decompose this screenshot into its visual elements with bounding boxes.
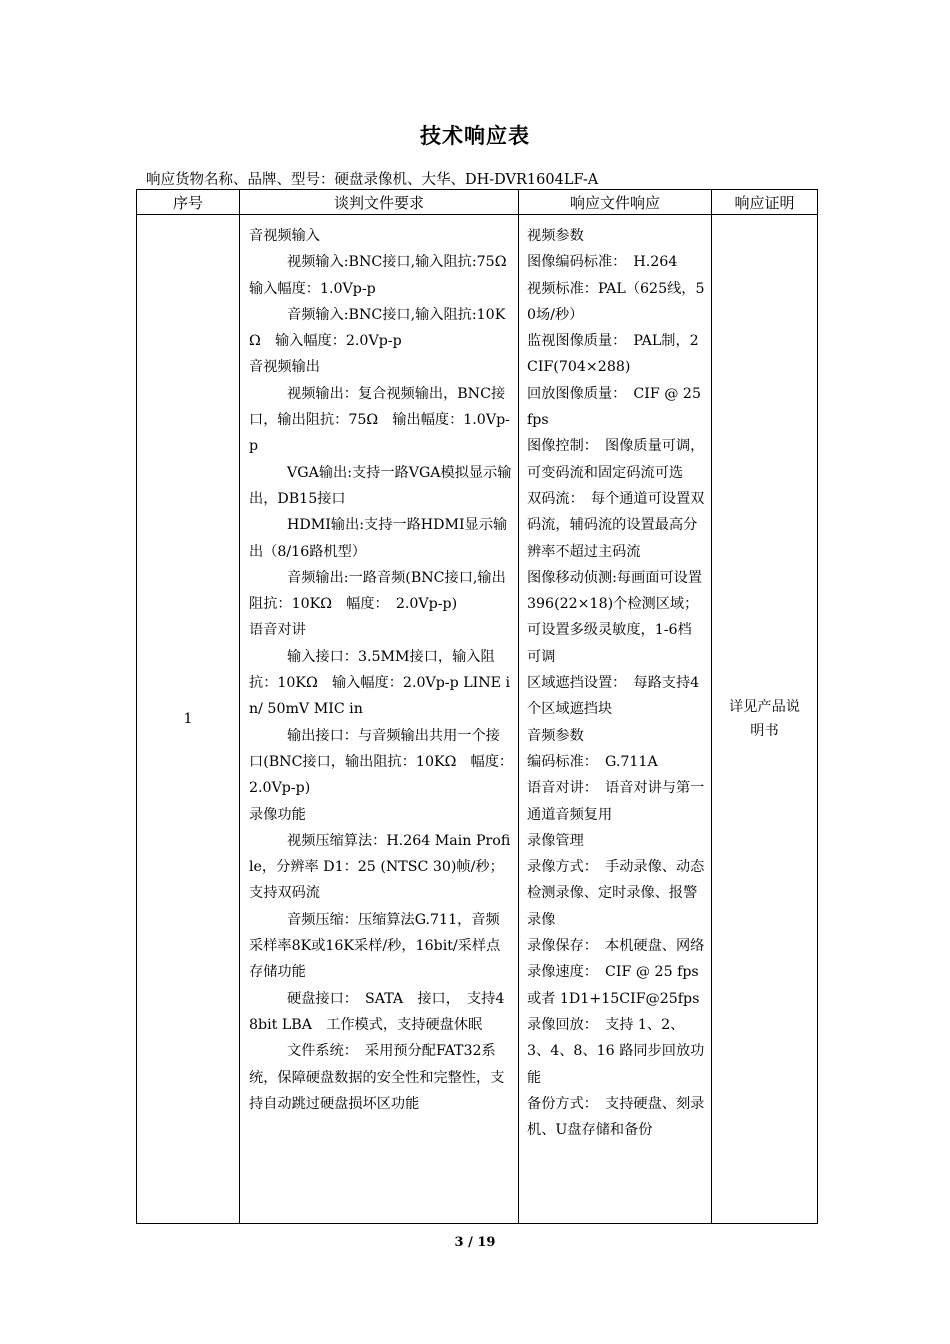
- resp-line: 视频标准：PAL（625线，50场/秒）: [527, 280, 705, 323]
- row-index-cell: 1: [137, 215, 240, 1224]
- req-line: 语音对讲: [249, 622, 306, 639]
- req-line: 视频输出：复合视频输出，BNC接口，输出阻抗：75Ω 输出幅度：1.0Vp-p: [249, 385, 510, 455]
- resp-line: 音频参数: [527, 727, 584, 744]
- goods-info-line: 响应货物名称、品牌、型号：硬盘录像机、大华、DH-DVR1604LF-A: [146, 172, 599, 188]
- table-header-row: [137, 190, 818, 215]
- table-row: [137, 215, 818, 1224]
- resp-line: 图像移动侦测:每画面可设置396(22×18)个检测区域；可设置多级灵敏度，1-6档可调: [527, 569, 703, 665]
- resp-line: 图像控制： 图像质量可调，可变码流和固定码流可选: [527, 438, 705, 481]
- resp-line: 回放图像质量： CIF @ 25 fps: [527, 385, 701, 429]
- req-line: 录像功能: [249, 806, 306, 823]
- response-cell: [519, 215, 712, 1224]
- header-requirements: 谈判文件要求: [240, 190, 519, 215]
- resp-line: 图像编码标准： H.264: [527, 254, 678, 271]
- req-line: 音频输入:BNC接口,输入阻抗:10KΩ 输入幅度：2.0Vp-p: [249, 306, 506, 350]
- resp-line: 录像保存： 本机硬盘、网络: [527, 938, 705, 955]
- page-number: 3 / 19: [454, 1235, 496, 1250]
- resp-line: 录像管理: [527, 832, 584, 849]
- resp-line: 监视图像质量： PAL制，2CIF(704×288): [527, 333, 699, 376]
- req-line: 文件系统： 采用预分配FAT32系统，保障硬盘数据的安全性和完整性，支持自动跳过硬盘损坏区功能: [249, 1043, 505, 1112]
- resp-line: 录像方式： 手动录像、动态检测录像、定时录像、报警录像: [527, 859, 705, 928]
- resp-line: 区域遮挡设置： 每路支持4个区域遮挡块: [527, 675, 700, 718]
- header-index: 序号: [137, 190, 240, 215]
- req-line: 硬盘接口： SATA 接口， 支持48bit LBA 工作模式，支持硬盘休眠: [249, 990, 505, 1033]
- req-line: HDMI输出:支持一路HDMI显示输出（8/16路机型）: [249, 517, 508, 560]
- proof-cell: 详见产品说明书: [712, 215, 818, 1224]
- req-line: 输出接口：与音频输出共用一个接口(BNC接口，输出阻抗：10KΩ 幅度： 2.0Vp-p): [249, 727, 521, 797]
- resp-line: 录像回放： 支持 1、2、3、4、8、16 路同步回放功能: [527, 1016, 705, 1086]
- resp-line: 备份方式： 支持硬盘、刻录机、U盘存储和备份: [527, 1095, 705, 1139]
- resp-line: 视频参数: [527, 228, 584, 244]
- resp-line: 双码流： 每个通道可设置双码流，辅码流的设置最高分辨率不超过主码流: [527, 490, 705, 560]
- resp-line: 语音对讲： 语音对讲与第一通道音频复用: [527, 780, 705, 823]
- header-proof: 响应证明: [712, 190, 818, 215]
- req-line: VGA输出:支持一路VGA模拟显示输出，DB15接口: [249, 464, 512, 507]
- req-line: 视频压缩算法：H.264 Main Profile，分辨率 D1：25 (NTSC 30)帧/秒；支持双码流: [249, 832, 511, 902]
- technical-response-table: [136, 189, 818, 1224]
- req-line: 输入接口：3.5MM接口，输入阻抗：10KΩ 输入幅度：2.0Vp-p LINE in/ 50mV MIC in: [249, 648, 511, 718]
- header-response: 响应文件响应: [519, 190, 712, 215]
- resp-line: 录像速度： CIF @ 25 fps或者 1D1+15CIF@25fps: [527, 964, 700, 1007]
- page-title: 技术响应表: [420, 123, 530, 148]
- req-line: 音频压缩：压缩算法G.711，音频采样率8K或16K采样/秒，16bit/采样点: [249, 911, 501, 955]
- req-line: 视频输入:BNC接口,输入阻抗:75Ω 输入幅度：1.0Vp-p: [249, 254, 521, 297]
- req-line: 音视频输出: [249, 359, 320, 376]
- req-line: 音视频输入: [249, 228, 320, 244]
- requirements-cell: [240, 215, 519, 1224]
- resp-line: 编码标准： G.711A: [527, 753, 658, 770]
- req-line: 存储功能: [249, 964, 306, 981]
- req-line: 音频输出:一路音频(BNC接口,输出阻抗：10KΩ 幅度： 2.0Vp-p): [249, 569, 506, 613]
